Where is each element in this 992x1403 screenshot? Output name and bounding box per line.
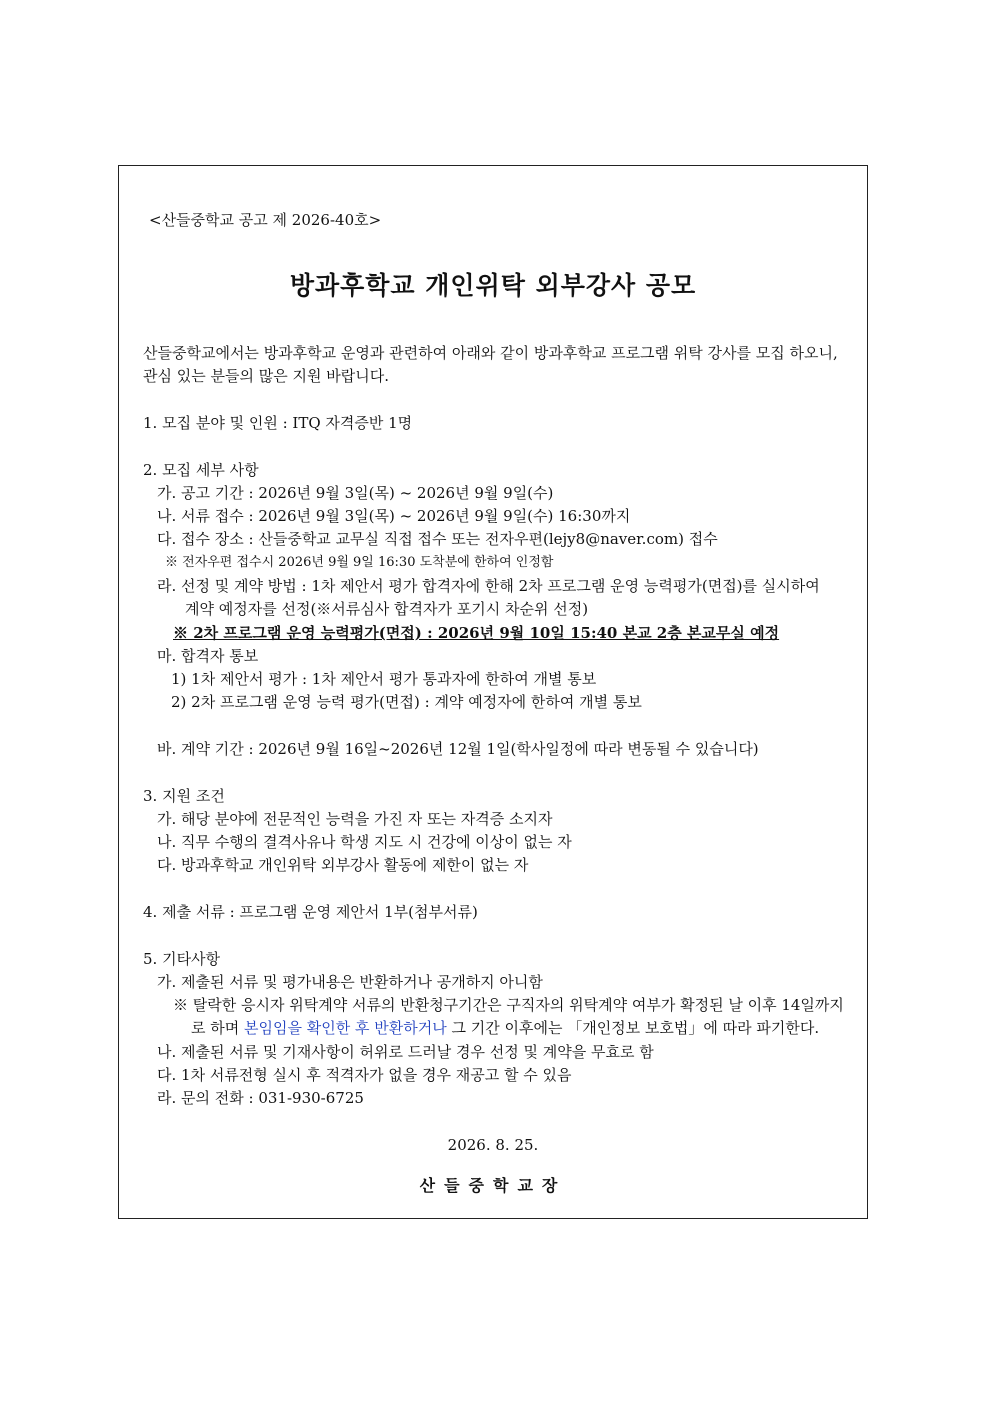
notice-box xyxy=(118,165,868,1219)
section-2-item-e-1: 1) 1차 제안서 평가 : 1차 제안서 평가 통과자에 한하여 개별 통보 xyxy=(171,670,597,688)
section-2-item-d-line-1: 라. 선정 및 계약 방법 : 1차 제안서 평가 합격자에 한해 2차 프로그램 운영 능력평가(면접)를 실시하여 xyxy=(157,577,820,595)
section-2-item-a: 가. 공고 기간 : 2026년 9월 3일(목) ~ 2026년 9월 9일(수) xyxy=(157,484,554,502)
section-3-item-b: 나. 직무 수행의 결격사유나 학생 지도 시 건강에 이상이 없는 자 xyxy=(157,833,572,851)
section-2-item-b: 나. 서류 접수 : 2026년 9월 3일(목) ~ 2026년 9월 9일(수) 16:30까지 xyxy=(157,507,631,525)
notice-number: <산들중학교 공고 제 2026-40호> xyxy=(149,211,382,229)
intro-line-1: 산들중학교에서는 방과후학교 운영과 관련하여 아래와 같이 방과후학교 프로그램 위탁 강사를 모집 하오니, xyxy=(143,344,838,362)
intro-line-2: 관심 있는 분들의 많은 지원 바랍니다. xyxy=(143,367,389,385)
note-text-pre: 로 하며 xyxy=(191,1019,245,1037)
section-5-item-a-note-line-2 xyxy=(191,1018,819,1038)
section-5-heading: 5. 기타사항 xyxy=(143,950,221,968)
note-text-highlight: 본임임을 확인한 후 반환하거나 xyxy=(244,1019,447,1037)
section-2-item-f: 바. 계약 기간 : 2026년 9월 16일~2026년 12월 1일(학사일정에 따라 변동될 수 있습니다) xyxy=(157,740,759,758)
interview-schedule-note: ※ 2차 프로그램 운영 능력평가(면접) : 2026년 9월 10일 15:40 본교 2층 본교무실 예정 xyxy=(173,624,780,642)
section-5-item-a: 가. 제출된 서류 및 평가내용은 반환하거나 공개하지 아니함 xyxy=(157,973,543,991)
signer: 산들중학교장 xyxy=(419,1176,567,1195)
section-3-item-a: 가. 해당 분야에 전문적인 능력을 가진 자 또는 자격증 소지자 xyxy=(157,810,553,828)
section-2-item-e-2: 2) 2차 프로그램 운영 능력 평가(면접) : 계약 예정자에 한하여 개별 통보 xyxy=(171,693,642,711)
section-5-item-a-note-line-1: ※ 탈락한 응시자 위탁계약 서류의 반환청구기간은 구직자의 위탁계약 여부가 확정된 날 이후 14일까지 xyxy=(173,996,844,1014)
section-2-item-c-note: ※ 전자우편 접수시 2026년 9월 9일 16:30 도착분에 한하여 인정함 xyxy=(165,555,554,570)
section-2-item-e: 마. 합격자 통보 xyxy=(157,647,259,665)
section-2-item-c: 다. 접수 장소 : 산들중학교 교무실 직접 접수 또는 전자우편(lejy8@naver.com) 접수 xyxy=(157,530,718,548)
section-5-item-d: 라. 문의 전화 : 031-930-6725 xyxy=(157,1089,364,1107)
section-5-item-b: 나. 제출된 서류 및 기재사항이 허위로 드러날 경우 선정 및 계약을 무효로 함 xyxy=(157,1043,654,1061)
section-1: 1. 모집 분야 및 인원 : ITQ 자격증반 1명 xyxy=(143,414,413,432)
section-5-item-c: 다. 1차 서류전형 실시 후 적격자가 없을 경우 재공고 할 수 있음 xyxy=(157,1066,572,1084)
section-4: 4. 제출 서류 : 프로그램 운영 제안서 1부(첨부서류) xyxy=(143,903,478,921)
note-text-post: 그 기간 이후에는 「개인정보 보호법」에 따라 파기한다. xyxy=(446,1019,820,1037)
section-2-item-d-line-2: 계약 예정자를 선정(※서류심사 합격자가 포기시 차순위 선정) xyxy=(185,600,589,618)
notice-date: 2026. 8. 25. xyxy=(447,1136,539,1154)
document-title: 방과후학교 개인위탁 외부강사 공모 xyxy=(289,271,697,300)
section-2-heading: 2. 모집 세부 사항 xyxy=(143,461,259,479)
section-3-item-c: 다. 방과후학교 개인위탁 외부강사 활동에 제한이 없는 자 xyxy=(157,856,529,874)
section-3-heading: 3. 지원 조건 xyxy=(143,787,225,805)
